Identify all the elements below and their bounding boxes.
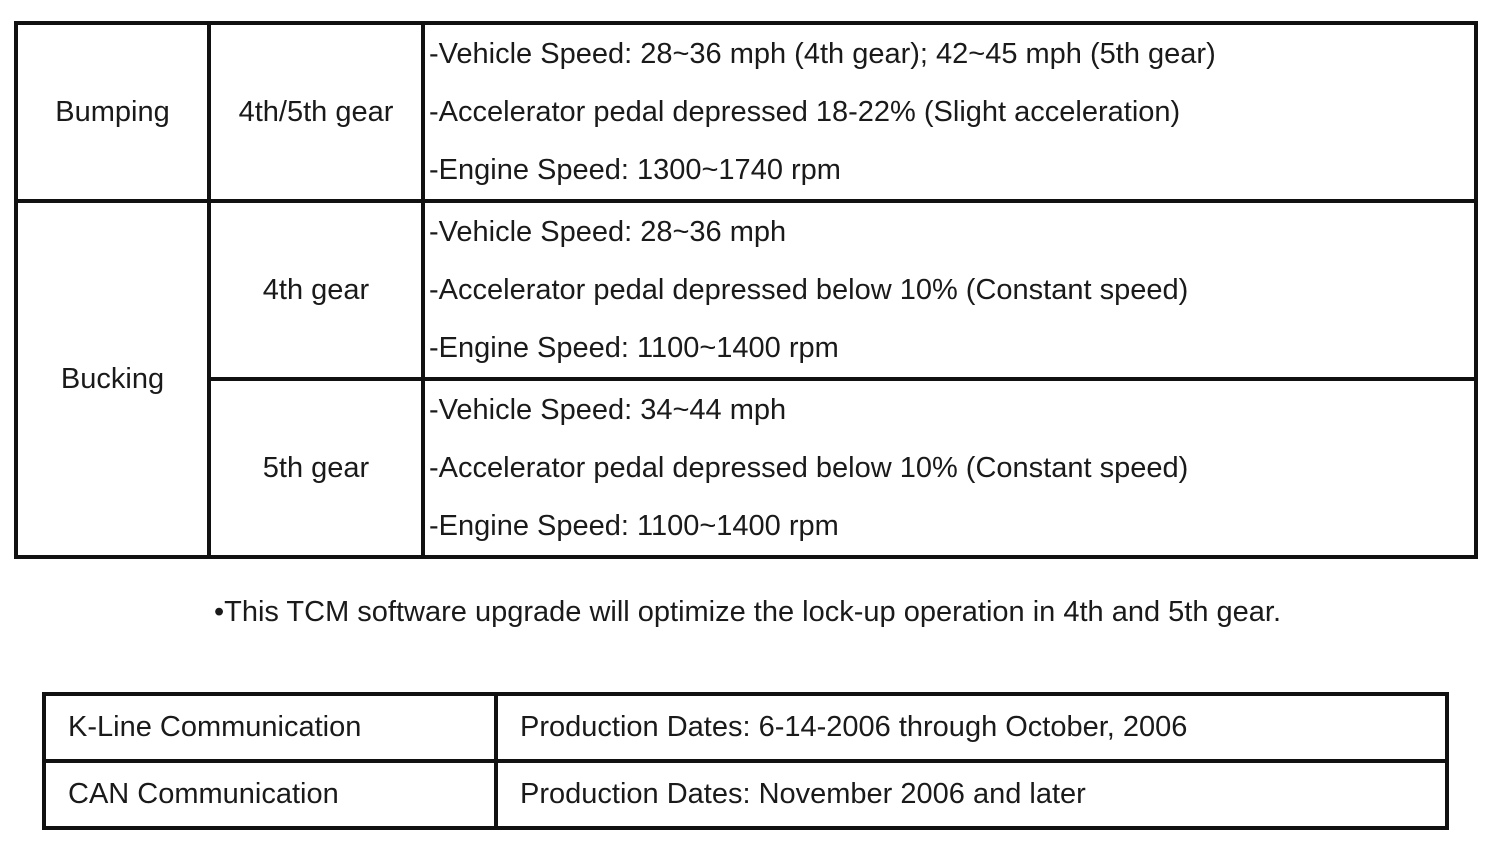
vehicle-speed-condition: -Vehicle Speed: 34~44 mph — [429, 394, 787, 426]
communication-production-table — [42, 692, 1449, 830]
conditions-cell — [423, 23, 1476, 201]
accelerator-condition: -Accelerator pedal depressed 18-22% (Slight acceleration) — [429, 96, 1181, 128]
table-row — [44, 694, 1447, 761]
conditions-cell — [423, 201, 1476, 379]
table-row — [16, 23, 1476, 201]
communication-type-cell: CAN Communication — [44, 761, 496, 828]
vehicle-speed-condition: -Vehicle Speed: 28~36 mph — [429, 216, 787, 248]
engine-speed-condition: -Engine Speed: 1100~1400 rpm — [429, 510, 839, 542]
table-row — [44, 761, 1447, 828]
symptom-cell: Bumping — [16, 23, 209, 201]
accelerator-condition: -Accelerator pedal depressed below 10% (Constant speed) — [429, 452, 1189, 484]
communication-type-cell: K-Line Communication — [44, 694, 496, 761]
conditions-cell — [423, 379, 1476, 557]
gear-cell: 4th gear — [209, 201, 423, 379]
accelerator-condition: -Accelerator pedal depressed below 10% (Constant speed) — [429, 274, 1189, 306]
gear-cell: 5th gear — [209, 379, 423, 557]
production-dates-cell: Production Dates: 6-14-2006 through October, 2006 — [496, 694, 1447, 761]
table-row — [16, 201, 1476, 379]
symptom-conditions-table — [14, 21, 1478, 559]
vehicle-speed-condition: -Vehicle Speed: 28~36 mph (4th gear); 42~45 mph (5th gear) — [429, 38, 1216, 70]
production-dates-cell: Production Dates: November 2006 and later — [496, 761, 1447, 828]
table-row — [16, 379, 1476, 557]
symptom-cell: Bucking — [16, 201, 209, 557]
engine-speed-condition: -Engine Speed: 1100~1400 rpm — [429, 332, 839, 364]
gear-cell: 4th/5th gear — [209, 23, 423, 201]
tcm-upgrade-note: •This TCM software upgrade will optimize the lock-up operation in 4th and 5th gear. — [213, 596, 1282, 628]
engine-speed-condition: -Engine Speed: 1300~1740 rpm — [429, 154, 841, 186]
